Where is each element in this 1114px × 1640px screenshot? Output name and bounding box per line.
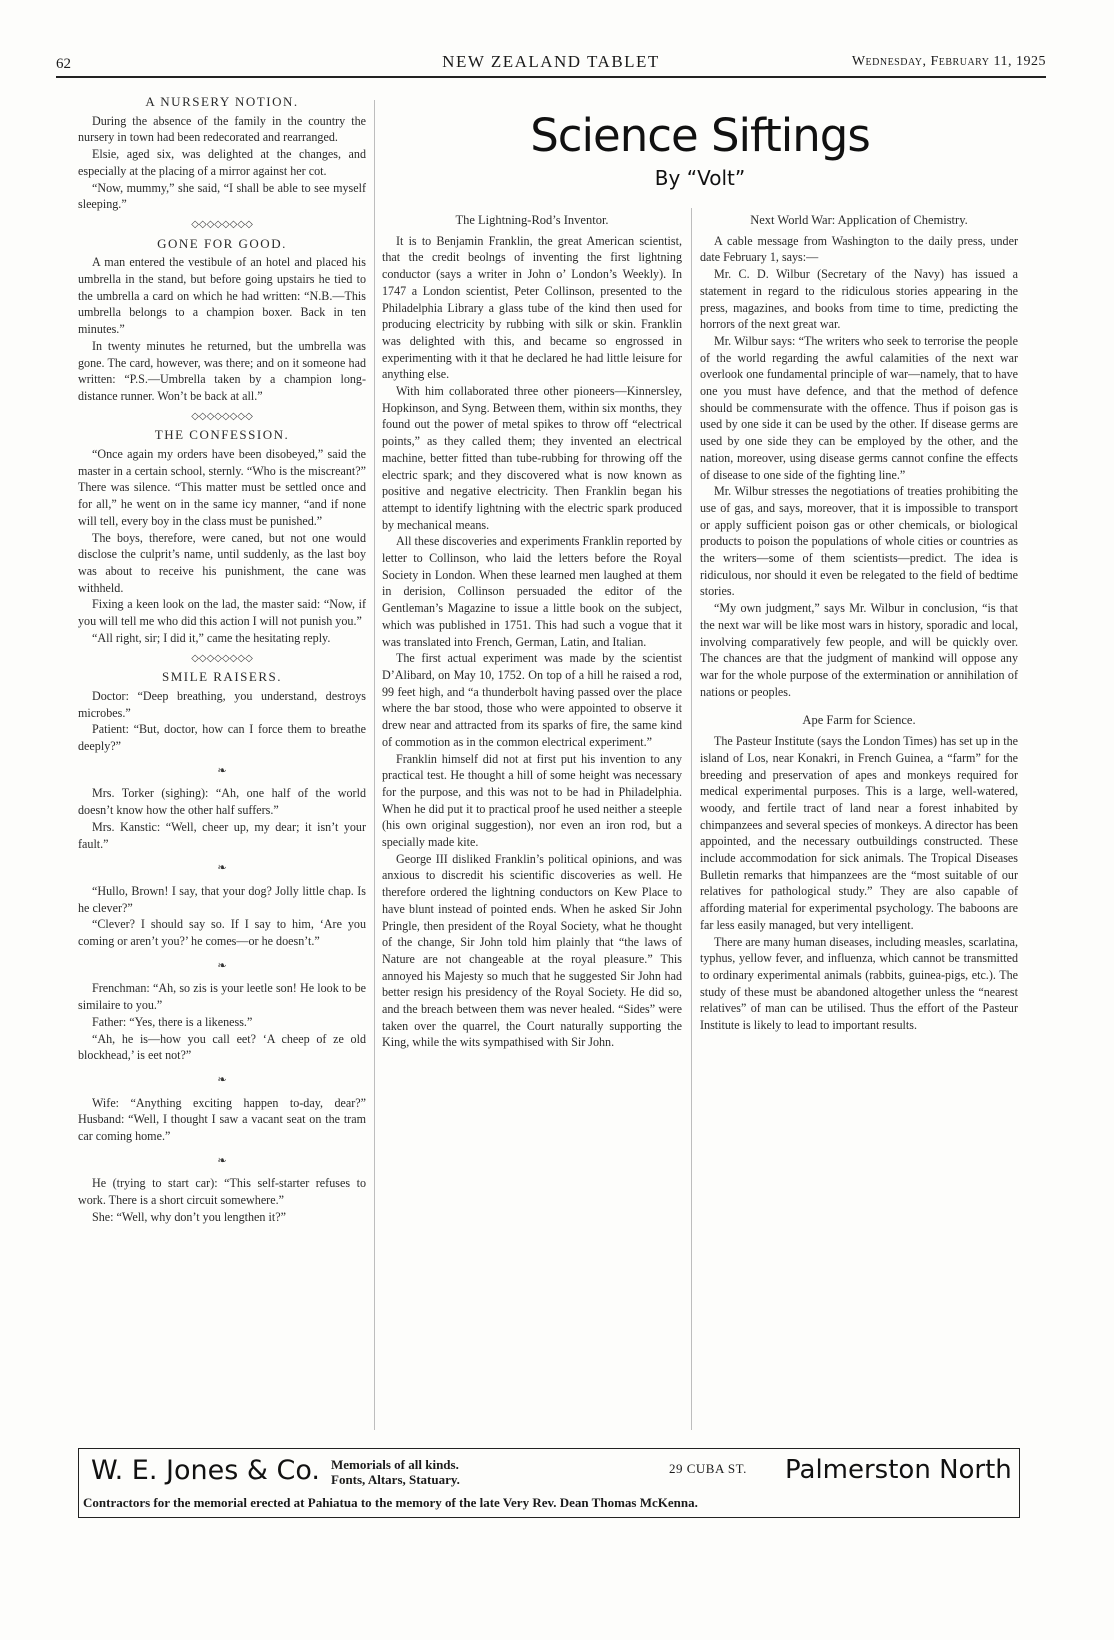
- spacer: [700, 700, 1018, 712]
- joke-separator-icon: ❧: [217, 764, 227, 777]
- joke-separator-icon: ❧: [217, 1154, 227, 1167]
- paragraph: The first actual experiment was made by the scientist D’Alibard, on May 10, 1752. On top of a hill he raised a rod, 99 feet high, and “a thunderbolt having passed over the place where the bar stood, those who were appointed to observe it drew near and attracted from its sparks of fire, the same kind of commotion as in the common electrical experiment.”: [382, 651, 682, 749]
- services-line: Memorials of all kinds.: [331, 1457, 459, 1472]
- paragraph: The Pasteur Institute (says the London Times) has set up in the island of Los, near Konakri, in French Guinea, a “farm” for the breeding and preservation of apes and monkeys required for medical experimental purposes. This is a large, well-watered, woody, and fertile tract of land near a forest inhabited by chimpanzees and several species of monkeys. A director has been appointed, and the necessary outbuildings constructed. These include accommodation for sick animals. The Tropical Diseases Bulletin remarks that himpanzees are the “most suitable of our relatives for pathological study.” They are also capable of affording material for experimental psychology. The baboons are far less easily managed, but very intelligent.: [700, 734, 1018, 932]
- page-number: 62: [56, 56, 71, 72]
- joke-line: Mrs. Torker (sighing): “Ah, one half of the world doesn’t know how the other half suffers.”: [78, 786, 366, 818]
- feature-title-block: [382, 109, 1018, 190]
- ornament-divider: ◇◇◇◇◇◇◇◇: [191, 410, 253, 422]
- joke-line: Doctor: “Deep breathing, you understand, destroys microbes.”: [78, 688, 366, 720]
- joke-line: “Hullo, Brown! I say, that your dog? Jolly little chap. Is he clever?”: [78, 883, 366, 915]
- paragraph: A cable message from Washington to the daily press, under date February 1, says:—: [700, 233, 1018, 265]
- paragraph: George III disliked Franklin’s political opinions, and was anxious to discredit his scientific discoveries as well. He therefore ordered the lightning conductors on Kew Place to have blunt instead of pointed ends. When he asked Sir John Pringle, then president of the Royal Society, what he thought of the change, Sir John told him plainly that “the laws of Nature are not changeable at the royal pleasure.” This annoyed his Majesty so much that he suggested Sir John had better resign his presidency of the Royal Society. He did so, and the breach between them was never healed. “Sides” were taken over the quarrel, the Court naturally supporting the King, while the wits sympathised with Sir John.: [382, 851, 682, 1050]
- column-rule: [374, 100, 375, 1430]
- advertiser-name: W. E. Jones & Co.: [91, 1455, 320, 1486]
- paragraph: Mr. Wilbur says: “The writers who seek to terrorise the people of the world regarding the awful calamities of the next war overlook one fundamental principle of war—namely, that to have one you must have defence, and that the method of defence should be commensurate with the offence. Thus if poison gas is used by one side it can be used by the other. If disease germs are used by one side they can be employed by the other, and the nation, moreover, using disease germs cannot confine the effects of disease to one side of the fighting line.”: [700, 333, 1018, 482]
- paragraph: “My own judgment,” says Mr. Wilbur in conclusion, “is that the next war will be like most wars in history, sporadic and local, involving comparatively few people, and will be quickly over. The chances are that the judgment of mankind will oppose any war for the whole purpose of the extermination or annihilation of nations or peoples.: [700, 601, 1018, 699]
- page-header: [56, 52, 1046, 78]
- joke-line: Father: “Yes, there is a likeness.”: [92, 1014, 253, 1029]
- article-heading: The Lightning-Rod’s Inventor.: [455, 213, 609, 227]
- article-heading: A NURSERY NOTION.: [145, 94, 299, 109]
- feature-title: Science Siftings: [530, 109, 870, 162]
- issue-date: Wednesday, February 11, 1925: [851, 54, 1046, 69]
- joke-line: Frenchman: “Ah, so zis is your leetle son! He look to be similaire to you.”: [78, 981, 366, 1013]
- paragraph: Mr. C. D. Wilbur (Secretary of the Navy) has issued a statement in regard to the ridiculous stories appearing in the press, magazines, and books from time to time, predicting the horrors of the next great war.: [700, 267, 1018, 332]
- paragraph: The boys, therefore, were caned, but not one would disclose the culprit’s name, until suddenly, as the last boy was about to receive his punishment, the cane was withheld.: [78, 530, 366, 595]
- paragraph: It is to Benjamin Franklin, the great American scientist, that the credit beolngs of inventing the first lightning conductor (says a writer in John o’ London’s Weekly). In 1747 a London scientist, Peter Collinson, presented to the Philadelphia Library a glass tube of the kind then used for producing electricity by rubbing with silk or skin. Franklin was delighted with this, and became so engrossed in experimenting with it that he declared he had little leisure for anything else.: [382, 233, 682, 382]
- paragraph: “Once again my orders have been disobeyed,” said the master in a certain school, sternly. “Who is the miscreant?” There was silence. “This matter must be settled once and for all,” he went on in the same icy manner, “and if none will tell, every boy in the class must be punished.”: [78, 447, 366, 528]
- joke-separator-icon: ❧: [217, 862, 227, 875]
- joke-line: He (trying to start car): “This self-starter refuses to work. There is a short circuit somewhere.”: [78, 1176, 366, 1208]
- advertiser-services: [331, 1457, 460, 1487]
- paragraph: Mr. Wilbur stresses the negotiations of treaties prohibiting the use of gas, and says, moreover, that it is impossible to transport or apply sufficient poison gas or other chemicals, or biological products to poison the populations of whole cities or countries as the writers—some of them scientists—predict. The idea is ridiculous, nor should it even be relegated to the field of bedtime stories.: [700, 484, 1018, 599]
- ornament-divider: ◇◇◇◇◇◇◇◇: [191, 652, 253, 664]
- joke-separator-icon: ❧: [217, 1073, 227, 1086]
- joke-line: Wife: “Anything exciting happen to-day, dear?” Husband: “Well, I thought I saw a vacant seat on the tram car coming home.”: [78, 1095, 366, 1144]
- ornament-divider: ◇◇◇◇◇◇◇◇: [191, 218, 253, 230]
- joke-line: Patient: “But, doctor, how can I force them to breathe deeply?”: [78, 722, 366, 754]
- paragraph: Elsie, aged six, was delighted at the changes, and especially at the placing of a mirror against her cot.: [78, 147, 366, 178]
- humour-column: [78, 94, 366, 1226]
- joke-separator-icon: ❧: [217, 959, 227, 972]
- article-heading: GONE FOR GOOD.: [157, 235, 287, 251]
- joke-line: “Clever? I should say so. If I say to him, ‘Are you coming or aren’t you?’ he comes—or he doesn’t.”: [78, 917, 366, 949]
- paragraph: All these discoveries and experiments Franklin reported by letter to Collinson, who laid the letters before the Royal Society in London. When these learned men laughed at them in derision, Collinson persuaded the editor of the Gentleman’s Magazine to issue a little book on the subject, which was published in 1751. This had such a vogue that it was translated into French, German, Latin, and Italian.: [382, 534, 682, 649]
- lightning-rod-article: [382, 212, 682, 1051]
- paragraph: Franklin himself did not at first put his invention to any practical test. He thought a hill of some height was necessary for the purpose, and this was not to be had in Philadelphia. When he did put it to practical proof he used neither a steeple (his own original suggestion), nor even an iron rod, but a specially made kite.: [382, 751, 682, 850]
- joke-line: Mrs. Kanstic: “Well, cheer up, my dear; it isn’t your fault.”: [78, 819, 366, 851]
- paragraph: Fixing a keen look on the lad, the master said: “Now, if you will tell me who did this action I will not punish you.”: [78, 597, 366, 629]
- column-rule: [691, 208, 692, 1430]
- article-heading: THE CONFESSION.: [154, 427, 290, 443]
- services-line: Fonts, Altars, Statuary.: [331, 1472, 460, 1487]
- joke-line: “Ah, he is—how you call eet? ‘A cheep of ze old blockhead,’ is eet not?”: [78, 1031, 366, 1063]
- article-heading: Ape Farm for Science.: [802, 713, 916, 728]
- paragraph: A man entered the vestibule of an hotel and placed his umbrella in the stand, but before going upstairs he tied to the umbrella a card on which he had written: “N.B.—This umbrella belongs to a champion boxer. Back in ten minutes.”: [78, 255, 366, 337]
- paragraph: With him collaborated three other pioneers—Kinnersley, Hopkinson, and Syng. Between them, within six months, they found out the power of metal spikes to throw off “electrical points,” as they called them; they invented an electrical machine, better fitted than tube-rubbing for throwing off the electric spark; and they discovered what is now known as positive and negative electricity. Then Franklin began his attempt to identify lightning with the electric spark produced by mechanical means.: [382, 384, 682, 532]
- advertisement: [78, 1448, 1020, 1518]
- advertiser-town: Palmerston North: [785, 1455, 1012, 1485]
- article-heading: SMILE RAISERS.: [162, 669, 282, 685]
- joke-line: She: “Well, why don’t you lengthen it?”: [92, 1209, 286, 1224]
- paragraph: “All right, sir; I did it,” came the hesitating reply.: [92, 630, 331, 645]
- paragraph: During the absence of the family in the country the nursery in town had been redecorated and rearranged.: [78, 113, 366, 145]
- feature-byline: By “Volt”: [654, 166, 746, 190]
- science-column-right: [700, 212, 1018, 1034]
- advertiser-tagline: Contractors for the memorial erected at Pahiatua to the memory of the late Very Rev. Dean Thomas McKenna.: [83, 1495, 698, 1510]
- advertiser-address: 29 CUBA ST.: [669, 1461, 747, 1476]
- paragraph: In twenty minutes he returned, but the umbrella was gone. The card, however, was there; and on it someone had written: “P.S.—Umbrella taken by a champion long-distance runner. Won’t be back at all.”: [78, 338, 366, 403]
- paragraph: There are many human diseases, including measles, scarlatina, typhus, yellow fever, and influenza, which cannot be transmitted to ordinary experimental animals (rabbits, guinea-pigs, etc.). The study of these must be abandoned altogether unless the “nearest relatives” of man can be utilised. Thus the effort of the Pasteur Institute is likely to lead to important results.: [700, 934, 1018, 1033]
- article-heading: Next World War: Application of Chemistry.: [750, 213, 968, 227]
- paragraph: “Now, mummy,” she said, “I shall be able to see myself sleeping.”: [78, 180, 366, 212]
- newspaper-title: NEW ZEALAND TABLET: [442, 52, 660, 71]
